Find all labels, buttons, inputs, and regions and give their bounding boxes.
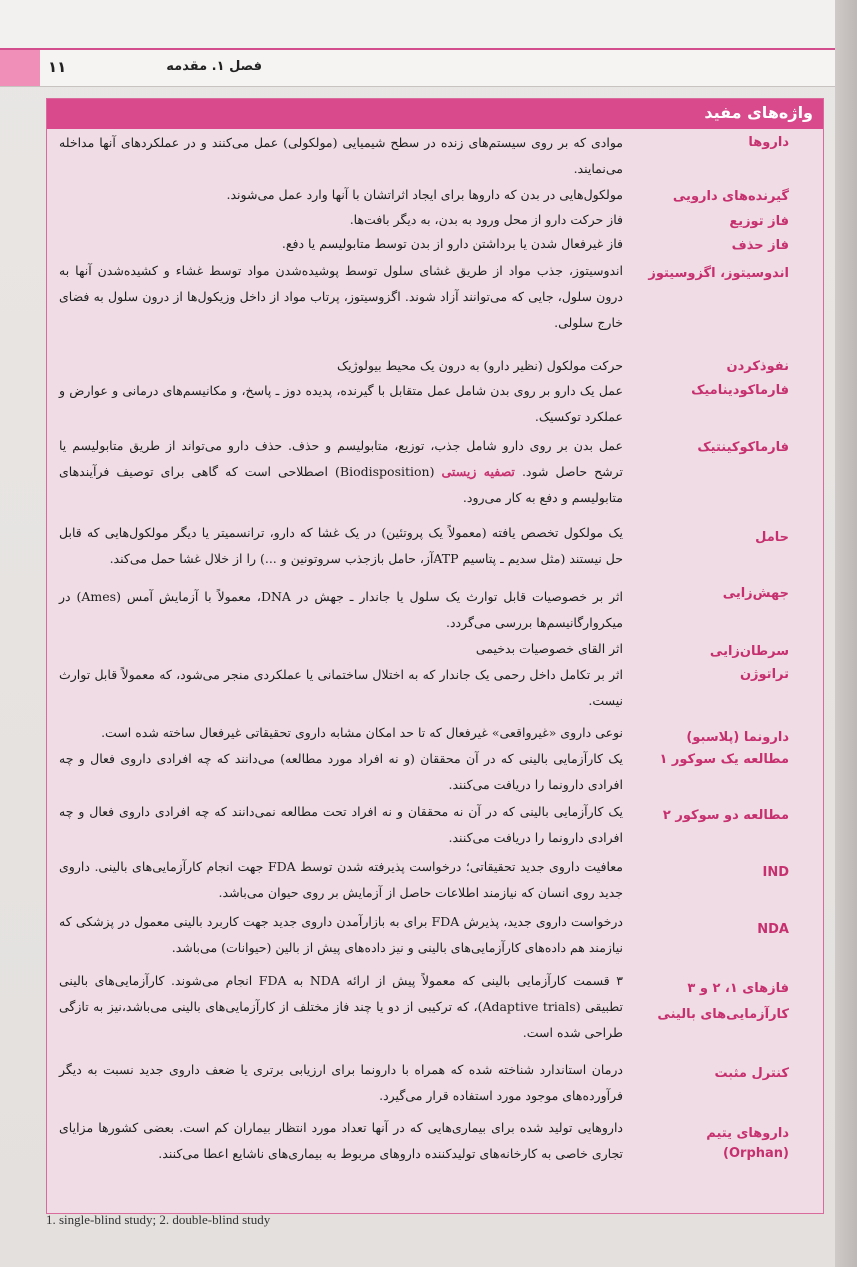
def-drugs: موادی که بر روی سیستم‌های زنده در سطح شیمیایی (مولکولی) عمل می‌کنند و در عملکردهای آنها مداخله می‌نمایند. [59,135,623,176]
def-drug-receptors: مولکول‌هایی در بدن که داروها برای ایجاد اثراتشان با آنها وارد عمل می‌شوند. [226,187,623,202]
header-ribbon [0,50,40,86]
term-positive-control: کنترل مثبت [714,1066,789,1081]
def-pharmacodynamics: عمل یک دارو بر روی بدن شامل عمل متقابل با گیرنده، پدیده دوز ـ پاسخ، و مکانیسم‌های درمانی و عوارض و عملکرد توکسیک. [59,383,623,424]
term-teratogen: تراتوژن [739,667,789,682]
def-pharmacokinetics: عمل بدن بر روی دارو شامل جذب، توزیع، متابولیسم و حذف. حذف دارو می‌تواند از طریق متابولیسم یا ترشح حاصل شود. تصفیه زیستی (Biodisposition) اصطلاحی است که گاهی برای توصیف فرآیندهای متابولیسم و دفع به کار می‌رود. [59,438,624,505]
def-placebo: نوعی داروی «غیرواقعی» غیرفعال که تا حد امکان مشابه داروی تحقیقاتی غیرفعال ساخته شده است. [101,725,623,740]
term-drug-receptors: گیرنده‌های دارویی [672,189,789,204]
glossary-header [47,99,823,129]
def-ind: معافیت داروی جدید تحقیقاتی؛ درخواست پذیرفته شدن توسط FDA جهت انجام کارآزمایی‌های بالینی. داروی جدید روی انسان که نیازمند اطلاعات حاصل از آزمایش بر روی حیوان می‌باشد. [59,859,623,900]
term-ind: IND [762,865,789,880]
term-carcinogenic: سرطان‌زایی [709,644,789,659]
def-distribution-phase: فاز حرکت دارو از محل ورود به بدن، به دیگر بافت‌ها. [349,212,623,227]
def-teratogen: اثر بر تکامل داخل رحمی یک جاندار که به اختلال ساختمانی یا عملکردی منجر می‌شود، که معمولاً قابل توارث نیست. [59,667,623,708]
def-orphan-drugs: داروهایی تولید شده برای بیماری‌هایی که در آنها تعداد مورد انتظار بیماران کم است. بعضی کشورها مزایای تجاری خاصی به کارخانه‌های تولیدکننده داروهای مربوط به بیماری‌های ناشایع اعطا می‌کنند. [59,1120,623,1161]
term-permeation: نفوذکردن [726,359,789,374]
def-positive-control: درمان استاندارد شناخته شده که همراه با دارونما برای ارزیابی برتری یا ضعف داروی جدید نسبت به دیگر فرآورده‌های موجود مورد استفاده قرار می‌گیرد. [59,1062,623,1103]
def-single-blind: یک کارآزمایی بالینی که در آن محققان (و نه افراد مورد مطالعه) می‌دانند که چه افرادی داروی فعال و چه افرادی دارونما را دریافت می‌کنند. [59,751,623,792]
term-mutagenic: جهش‌زایی [722,586,789,601]
chapter-title: فصل ۱. مقدمه [166,59,262,74]
def-permeation: حرکت مولکول (نظیر دارو) به درون یک محیط بیولوژیک [336,358,623,373]
term-orphan-drugs: داروهای یتیم (Orphan) [706,1126,789,1161]
def-carcinogenic: اثر القای خصوصیات بدخیمی [475,641,623,656]
def-double-blind: یک کارآزمایی بالینی که در آن نه محققان و نه افراد تحت مطالعه نمی‌دانند که چه افرادی داروی فعال و چه افرادی دارونما را دریافت می‌کنند. [59,804,623,845]
def-endocytosis: اندوسیتوز، جذب مواد از طریق غشای سلول توسط پوشیده‌شدن مواد توسط غشاء و کشیده‌شدن آنها به درون سلول، جایی که می‌توانند آزاد شوند. اگزوسیتوز، پرتاب مواد از داخل وزیکول‌ها از درون سلول به فضای خارج سلولی. [59,263,623,330]
glossary-title: واژه‌های مفید [704,103,813,122]
term-pharmacodynamics: فارماکودینامیک [691,383,789,398]
page-edge [835,0,857,1267]
term-double-blind: مطالعه دو سوکور ۲ [662,808,789,823]
term-clinical-phases: فازهای ۱، ۲ و ۳ کارآزمایی‌های بالینی [657,981,789,1022]
footnote: 1. single-blind study; 2. double-blind study [46,1212,271,1227]
def-carrier: یک مولکول تخصص یافته (معمولاً یک پروتئین) در یک غشا که دارو، ترانسمیتر یا دیگر مولکول‌هایی که قابل حل نیستند (مثل سدیم ـ پتاسیم ATPآز، حامل بازجذب سروتونین و ...) را از خلال غشا حمل می‌کند. [59,525,623,566]
term-single-blind: مطالعه یک سوکور ۱ [659,752,789,767]
term-elimination-phase: فاز حذف [731,238,789,253]
term-endocytosis: اندوسیتوز، اگزوسیتوز [648,266,789,281]
def-nda: درخواست داروی جدید، پذیرش FDA برای به بازارآمدن داروی جدید جهت کاربرد بالینی معمول در پزشکی که نیازمند هم داده‌های کارآزمایی‌های بالینی و نیز داده‌های پیش از بالین (حیوانات) می‌باشد. [59,914,623,955]
glossary-box [46,98,824,1214]
top-margin [0,0,857,50]
def-mutagenic: اثر بر خصوصیات قابل توارث یک سلول یا جاندار ـ جهش در DNA، معمولاً با آزمایش آمس (Ames) در میکروارگانیسم‌ها بررسی می‌گردد. [59,589,624,630]
term-placebo: دارونما (پلاسبو) [686,730,789,745]
term-pharmacokinetics: فارماکوکینتیک [697,440,789,455]
term-distribution-phase: فاز توزیع [729,214,789,229]
page-number: ۱۱ [48,58,67,76]
highlight-biodisposition: تصفیه زیستی [441,464,515,479]
term-drugs: داروها [748,135,789,150]
def-elimination-phase: فاز غیرفعال شدن یا برداشتن دارو از بدن توسط متابولیسم یا دفع. [281,236,623,251]
def-clinical-phases: ۳ قسمت کارآزمایی بالینی که معمولاً پیش از ارائه NDA به FDA انجام می‌شوند. کارآزمایی‌های بالینی تطبیقی (Adaptive trials)، که ترکیبی از دو یا چند فاز مختلف از کارآزمایی‌های بالینی می‌باشد،نیز به تازگی طراحی شده است. [59,973,623,1040]
term-carrier: حامل [755,530,789,545]
term-nda: NDA [757,922,789,937]
